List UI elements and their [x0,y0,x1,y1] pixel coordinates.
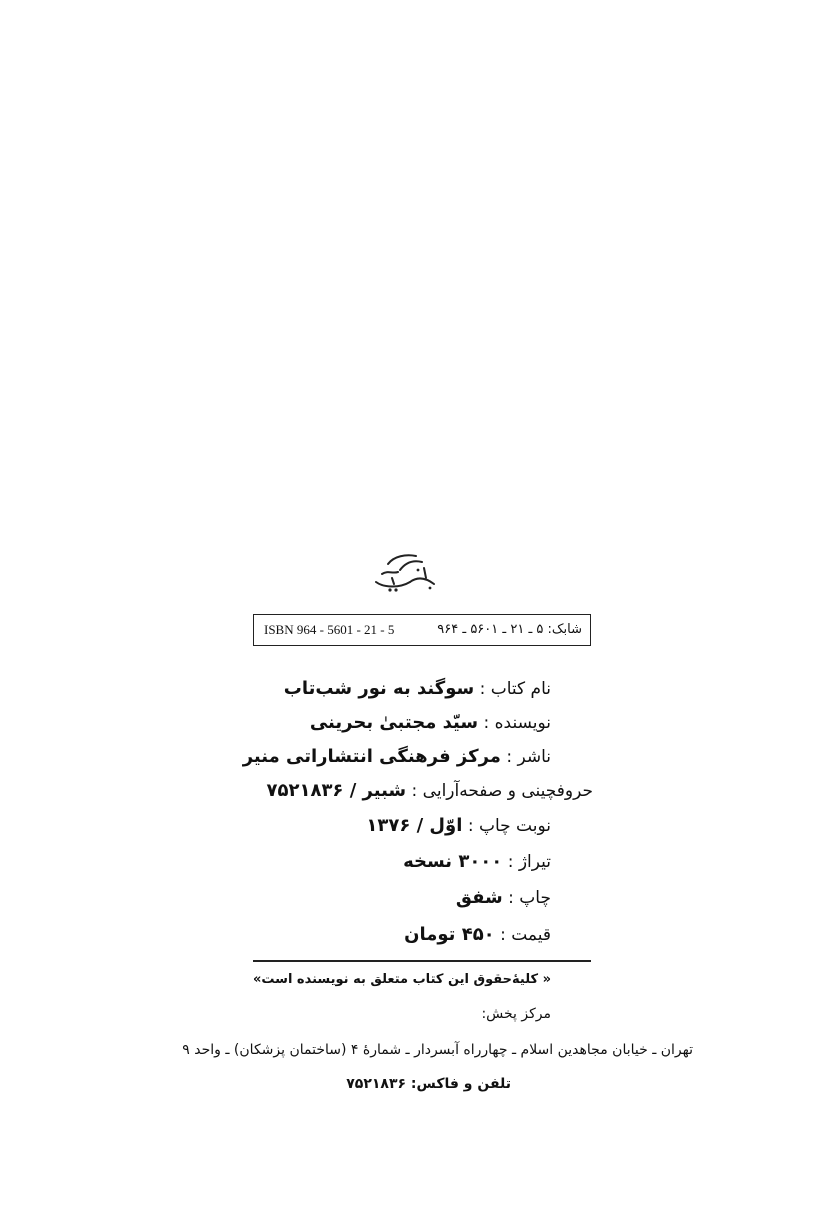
distribution-title: مرکز پخش: [481,1006,551,1022]
rights-notice: « کلیهٔ‌حقوق این کتاب متعلق به نویسنده است» [253,972,551,987]
detail-author: نویسنده : سیّد مجتبیٰ بحرینی [309,712,551,733]
distribution-address: تهران ـ خیابان مجاهدین اسلام ـ چهارراه آبسردار ـ شمارهٔ ۴ (ساختمان پزشکان) ـ واحد ۹ [182,1042,693,1058]
detail-printer: چاپ : شفق [455,887,551,908]
detail-circulation: تیراژ : ۳۰۰۰ نسخه [403,851,551,872]
detail-price: قیمت : ۴۵۰ تومان [404,924,551,945]
isbn-box [253,614,591,646]
divider [253,960,591,962]
distribution-phone: تلفن و فاکس: ۷۵۲۱۸۳۶ [346,1076,511,1092]
isbn-persian: شابک: ۵ ـ ۲۱ ـ ۵۶۰۱ ـ ۹۶۴ [437,622,582,637]
detail-print-edition: نوبت چاپ : اوّل / ۱۳۷۶ [366,815,551,836]
isbn-english: ISBN 964 - 5601 - 21 - 5 [264,622,395,637]
detail-typesetting: حروفچینی و صفحه‌آرایی : شبیر / ۷۵۲۱۸۳۶ [266,780,593,801]
calligraphic-logo-icon [370,548,440,592]
detail-book-title: نام کتاب : سوگند به نور شب‌تاب [283,678,551,699]
detail-publisher: ناشر : مرکز فرهنگی انتشاراتی منیر [242,746,551,767]
